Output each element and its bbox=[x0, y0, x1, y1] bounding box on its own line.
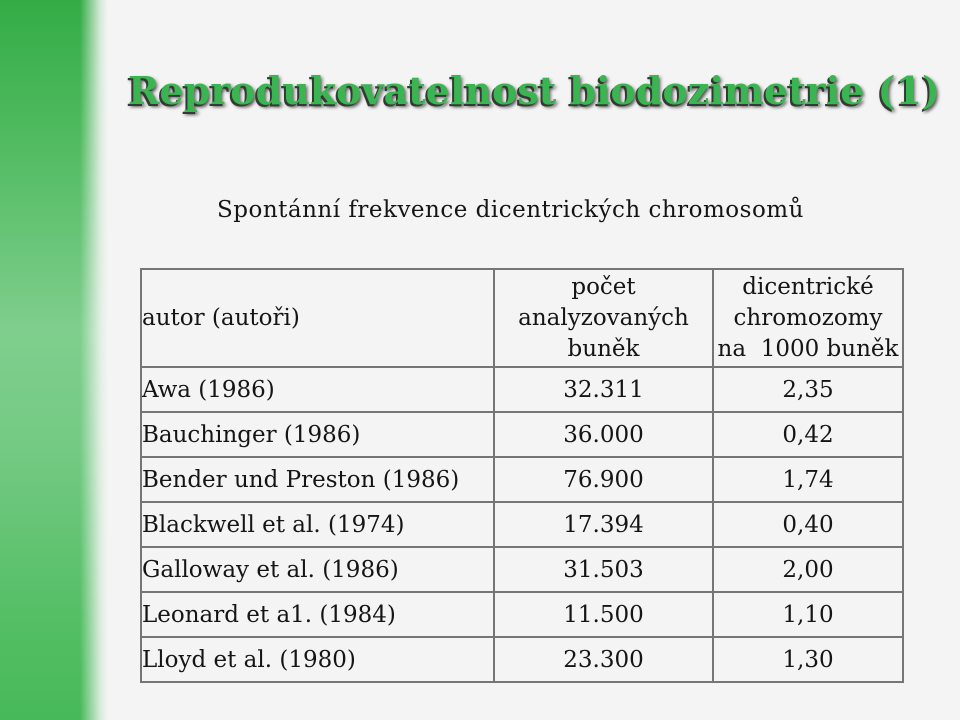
table-row bbox=[141, 592, 903, 637]
analyzed-cells-cell: 31.503 bbox=[494, 547, 713, 592]
analyzed-cells-cell: 23.300 bbox=[494, 637, 713, 682]
dicentrics-cell: 2,35 bbox=[713, 367, 903, 412]
table-row bbox=[141, 457, 903, 502]
author-cell: Awa (1986) bbox=[141, 367, 494, 412]
header-line: buněk bbox=[567, 335, 640, 362]
dicentrics-cell: 2,00 bbox=[713, 547, 903, 592]
dicentrics-cell: 1,10 bbox=[713, 592, 903, 637]
author-cell: Blackwell et al. (1974) bbox=[141, 502, 494, 547]
analyzed-cells-cell: 11.500 bbox=[494, 592, 713, 637]
analyzed-cells-cell: 17.394 bbox=[494, 502, 713, 547]
sidebar-gradient-fade bbox=[0, 0, 108, 720]
dicentrics-cell: 0,42 bbox=[713, 412, 903, 457]
header-line: na 1000 buněk bbox=[717, 335, 899, 362]
author-cell: Galloway et al. (1986) bbox=[141, 547, 494, 592]
analyzed-cells-cell: 32.311 bbox=[494, 367, 713, 412]
author-cell: Bender und Preston (1986) bbox=[141, 457, 494, 502]
header-line: dicentrické bbox=[742, 273, 874, 300]
dicentric-frequency-table bbox=[140, 268, 904, 683]
dicentrics-cell: 1,30 bbox=[713, 637, 903, 682]
author-cell: Lloyd et al. (1980) bbox=[141, 637, 494, 682]
dicentrics-cell: 0,40 bbox=[713, 502, 903, 547]
dicentrics-cell: 1,74 bbox=[713, 457, 903, 502]
analyzed-cells-cell: 76.900 bbox=[494, 457, 713, 502]
author-column-header: autor (autoři) bbox=[141, 269, 494, 367]
slide-subtitle: Spontánní frekvence dicentrických chromosomů bbox=[217, 197, 804, 223]
table-row bbox=[141, 502, 903, 547]
table-header-row bbox=[141, 269, 903, 367]
author-cell: Bauchinger (1986) bbox=[141, 412, 494, 457]
table-row bbox=[141, 637, 903, 682]
slide-title: Reprodukovatelnost biodozimetrie (1) bbox=[127, 68, 941, 113]
header-line: počet bbox=[571, 273, 636, 300]
dicentrics-column-header bbox=[713, 269, 903, 367]
table-row bbox=[141, 547, 903, 592]
author-cell: Leonard et a1. (1984) bbox=[141, 592, 494, 637]
header-line: analyzovaných bbox=[518, 304, 689, 331]
table-row bbox=[141, 412, 903, 457]
header-line: chromozomy bbox=[733, 304, 883, 331]
analyzed-cells-column-header bbox=[494, 269, 713, 367]
table-row bbox=[141, 367, 903, 412]
analyzed-cells-cell: 36.000 bbox=[494, 412, 713, 457]
sidebar-gradient-bar bbox=[0, 0, 108, 720]
